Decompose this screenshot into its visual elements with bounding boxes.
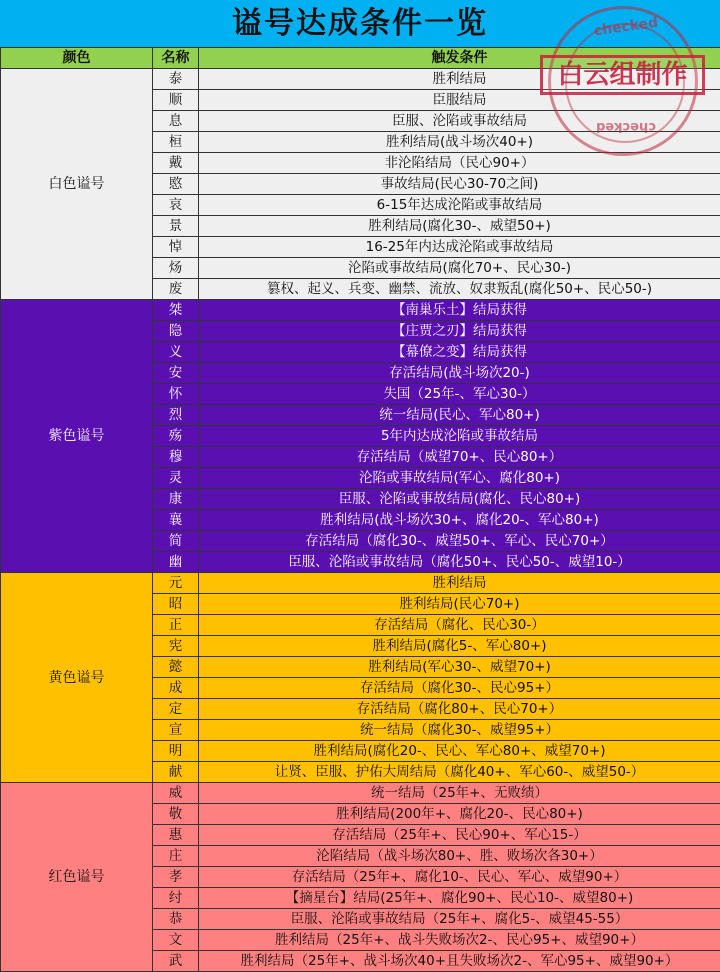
condition-cell: 失国（25年-、军心30-） (199, 384, 720, 405)
title-name-cell: 元 (153, 573, 199, 594)
condition-cell: 胜利结局(民心70+) (199, 594, 720, 615)
condition-cell: 胜利结局(200年+、腐化20-、民心80+) (199, 804, 720, 825)
title-name-cell: 襄 (153, 510, 199, 531)
condition-cell: 沦陷结局（战斗场次80+、胜、败场次各30+） (199, 846, 720, 867)
condition-cell: 6-15年达成沦陷或事故结局 (199, 195, 720, 216)
title-name-cell: 景 (153, 216, 199, 237)
title-name-cell: 桓 (153, 132, 199, 153)
condition-cell: 臣服、沦陷或事故结局（腐化50+、民心50-、威望10-） (199, 552, 720, 573)
condition-cell: 胜利结局(腐化30-、威望50+) (199, 216, 720, 237)
title-name-cell: 纣 (153, 888, 199, 909)
stamp-ring-text-bottom: checked (551, 119, 701, 134)
condition-cell: 事故结局(民心30-70之间) (199, 174, 720, 195)
title-name-cell: 宣 (153, 720, 199, 741)
stamp-ring-text-top: checked (551, 9, 702, 46)
title-name-cell: 怀 (153, 384, 199, 405)
condition-cell: 篡权、起义、兵变、幽禁、流放、奴隶叛乱(腐化50+、民心50-) (199, 279, 720, 300)
condition-cell: 胜利结局 (199, 69, 720, 90)
header-color: 颜色 (1, 48, 153, 69)
condition-cell: 胜利结局(战斗场次40+) (199, 132, 720, 153)
condition-cell: 统一结局（25年+、无败绩） (199, 783, 720, 804)
condition-cell: 胜利结局 (199, 573, 720, 594)
posthumous-title-table (0, 47, 720, 972)
category-cell: 紫色谥号 (1, 300, 153, 573)
table-header-row (1, 48, 720, 69)
title-name-cell: 穆 (153, 447, 199, 468)
category-cell: 白色谥号 (1, 69, 153, 300)
title-name-cell: 泰 (153, 69, 199, 90)
table-row (1, 69, 720, 90)
title-name-cell: 废 (153, 279, 199, 300)
condition-cell: 让贤、臣服、护佑大周结局（腐化40+、军心60-、威望50-） (199, 762, 720, 783)
title-name-cell: 明 (153, 741, 199, 762)
condition-cell: 胜利结局(军心30-、威望70+) (199, 657, 720, 678)
title-name-cell: 敬 (153, 804, 199, 825)
header-name: 名称 (153, 48, 199, 69)
title-name-cell: 隐 (153, 321, 199, 342)
condition-cell: 非沦陷结局（民心90+） (199, 153, 720, 174)
title-name-cell: 息 (153, 111, 199, 132)
condition-cell: 存活结局（腐化、民心30-） (199, 615, 720, 636)
condition-cell: 臣服、沦陷或事故结局 (199, 111, 720, 132)
title-name-cell: 安 (153, 363, 199, 384)
title-name-cell: 桀 (153, 300, 199, 321)
condition-cell: 存活结局（腐化30-、民心95+） (199, 678, 720, 699)
title-name-cell: 文 (153, 930, 199, 951)
condition-cell: 臣服结局 (199, 90, 720, 111)
condition-cell: 胜利结局（25年+、战斗场次40+且失败场次2-、军心95+、威望90+） (199, 951, 720, 972)
condition-cell: 16-25年内达成沦陷或事故结局 (199, 237, 720, 258)
title-name-cell: 武 (153, 951, 199, 972)
title-name-cell: 义 (153, 342, 199, 363)
condition-cell: 统一结局(民心、军心80+) (199, 405, 720, 426)
condition-cell: 【幕僚之变】结局获得 (199, 342, 720, 363)
title-name-cell: 悼 (153, 237, 199, 258)
title-name-cell: 昭 (153, 594, 199, 615)
condition-cell: 存活结局（25年+、腐化10-、民心、军心、威望90+） (199, 867, 720, 888)
title-name-cell: 宪 (153, 636, 199, 657)
table-row (1, 783, 720, 804)
title-name-cell: 康 (153, 489, 199, 510)
title-name-cell: 献 (153, 762, 199, 783)
condition-cell: 5年内达成沦陷或事故结局 (199, 426, 720, 447)
condition-cell: 胜利结局（25年+、战斗失败场次2-、民心95+、威望90+） (199, 930, 720, 951)
title-name-cell: 惠 (153, 825, 199, 846)
condition-cell: 【摘星台】结局(25年+、腐化90+、民心10-、威望80+) (199, 888, 720, 909)
page-title: 谥号达成条件一览 (0, 0, 720, 47)
title-name-cell: 恭 (153, 909, 199, 930)
category-cell: 黄色谥号 (1, 573, 153, 783)
title-name-cell: 哀 (153, 195, 199, 216)
watermark-stamp: 白云组制作 (540, 55, 705, 95)
title-name-cell: 懿 (153, 657, 199, 678)
condition-cell: 胜利结局(腐化5-、军心80+) (199, 636, 720, 657)
title-name-cell: 幽 (153, 552, 199, 573)
condition-cell: 臣服、沦陷或事故结局(腐化、民心80+) (199, 489, 720, 510)
title-name-cell: 灵 (153, 468, 199, 489)
header-condition: 触发条件 (199, 48, 720, 69)
title-name-cell: 孝 (153, 867, 199, 888)
category-cell: 红色谥号 (1, 783, 153, 972)
title-name-cell: 定 (153, 699, 199, 720)
condition-cell: 存活结局（威望70+、民心80+） (199, 447, 720, 468)
condition-cell: 胜利结局(腐化20-、民心、军心80+、威望70+) (199, 741, 720, 762)
title-name-cell: 成 (153, 678, 199, 699)
title-name-cell: 顺 (153, 90, 199, 111)
title-name-cell: 威 (153, 783, 199, 804)
title-name-cell: 庄 (153, 846, 199, 867)
title-name-cell: 正 (153, 615, 199, 636)
condition-cell: 存活结局(战斗场次20-) (199, 363, 720, 384)
condition-cell: 臣服、沦陷或事故结局（25年+、腐化5-、威望45-55） (199, 909, 720, 930)
condition-cell: 胜利结局(战斗场次30+、腐化20-、军心80+) (199, 510, 720, 531)
condition-cell: 沦陷或事故结局(军心、腐化80+) (199, 468, 720, 489)
condition-cell: 【南巢乐土】结局获得 (199, 300, 720, 321)
table-row (1, 300, 720, 321)
title-name-cell: 愍 (153, 174, 199, 195)
table-row (1, 573, 720, 594)
title-name-cell: 殇 (153, 426, 199, 447)
title-name-cell: 简 (153, 531, 199, 552)
condition-cell: 存活结局（25年+、民心90+、军心15-） (199, 825, 720, 846)
title-name-cell: 戴 (153, 153, 199, 174)
condition-cell: 统一结局（腐化30-、威望95+） (199, 720, 720, 741)
title-name-cell: 炀 (153, 258, 199, 279)
condition-cell: 【庄贾之刃】结局获得 (199, 321, 720, 342)
title-name-cell: 烈 (153, 405, 199, 426)
condition-cell: 存活结局（腐化80+、民心70+） (199, 699, 720, 720)
condition-cell: 沦陷或事故结局(腐化70+、民心30-) (199, 258, 720, 279)
condition-cell: 存活结局（腐化30-、威望50+、军心、民心70+） (199, 531, 720, 552)
